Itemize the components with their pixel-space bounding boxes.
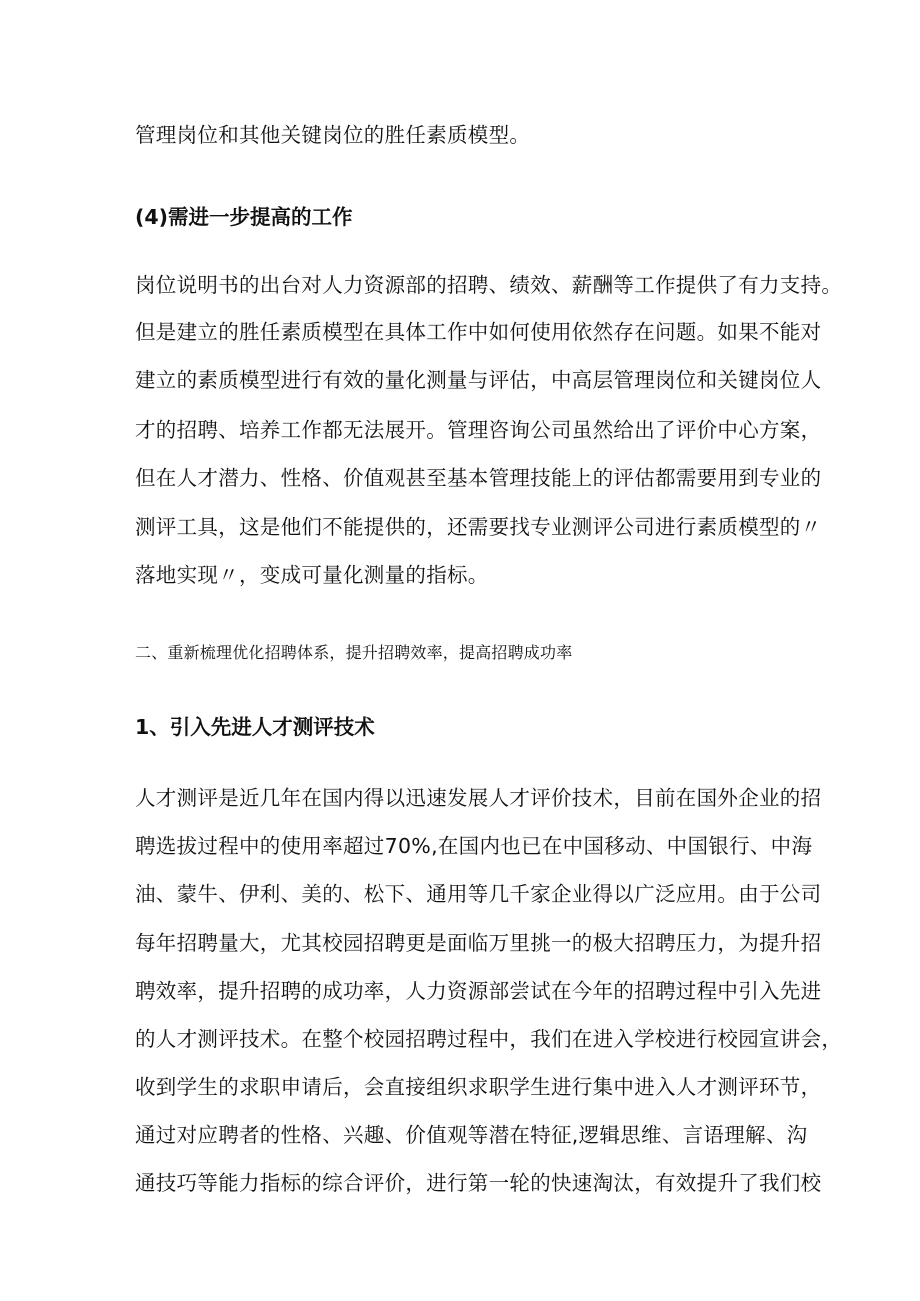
- intro-paragraph-line: 管理岗位和其他关键岗位的胜任素质模型。: [135, 123, 531, 147]
- section-4-paragraph-line: 建立的素质模型进行有效的量化测量与评估，中高层管理岗位和关键岗位人: [135, 368, 822, 392]
- section-1-paragraph-line: 收到学生的求职申请后，会直接组织求职学生进行集中进入人才测评环节，: [135, 1075, 822, 1099]
- section-4-paragraph-line: 但是建立的胜任素质模型在具体工作中如何使用依然存在问题。如果不能对: [135, 320, 822, 344]
- section-4-paragraph-line: 落地实现〃，变成可量化测量的指标。: [135, 563, 489, 587]
- section-1-paragraph-line: 人才测评是近几年在国内得以迅速发展人才评价技术，目前在国外企业的招: [135, 786, 822, 810]
- section-4-heading: (4)需进一步提高的工作: [135, 205, 353, 229]
- part-2-heading: 二、重新梳理优化招聘体系，提升招聘效率，提高招聘成功率: [135, 643, 573, 662]
- section-4-paragraph-line: 但在人才潜力、性格、价值观甚至基本管理技能上的评估都需要用到专业的: [135, 466, 822, 490]
- section-1-paragraph-line: 每年招聘量大，尤其校园招聘更是面临万里挑一的极大招聘压力，为提升招: [135, 931, 822, 955]
- section-1-paragraph-line: 通技巧等能力指标的综合评价，进行第一轮的快速淘汰，有效提升了我们校: [135, 1171, 822, 1195]
- section-4-paragraph-line: 岗位说明书的出台对人力资源部的招聘、绩效、薪酬等工作提供了有力支持。: [135, 273, 843, 297]
- section-1-paragraph-line: 聘效率，提升招聘的成功率，人力资源部尝试在今年的招聘过程中引入先进: [135, 979, 822, 1003]
- section-1-paragraph-line: 聘选拔过程中的使用率超过70%,在国内也已在中国移动、中国银行、中海: [135, 834, 813, 858]
- section-1-paragraph-line: 的人才测评技术。在整个校园招聘过程中，我们在进入学校进行校园宣讲会，: [135, 1027, 843, 1051]
- section-1-paragraph-line: 油、蒙牛、伊利、美的、松下、通用等几千家企业得以广泛应用。由于公司: [135, 882, 822, 906]
- section-1-heading: 1、引入先进人才测评技术: [135, 715, 375, 739]
- section-4-paragraph-line: 才的招聘、培养工作都无法展开。管理咨询公司虽然给出了评价中心方案，: [135, 418, 822, 442]
- section-4-paragraph-line: 测评工具，这是他们不能提供的，还需要找专业测评公司进行素质模型的〃: [135, 515, 822, 539]
- section-1-paragraph-line: 通过对应聘者的性格、兴趣、价值观等潜在特征,逻辑思维、言语理解、沟: [135, 1123, 808, 1147]
